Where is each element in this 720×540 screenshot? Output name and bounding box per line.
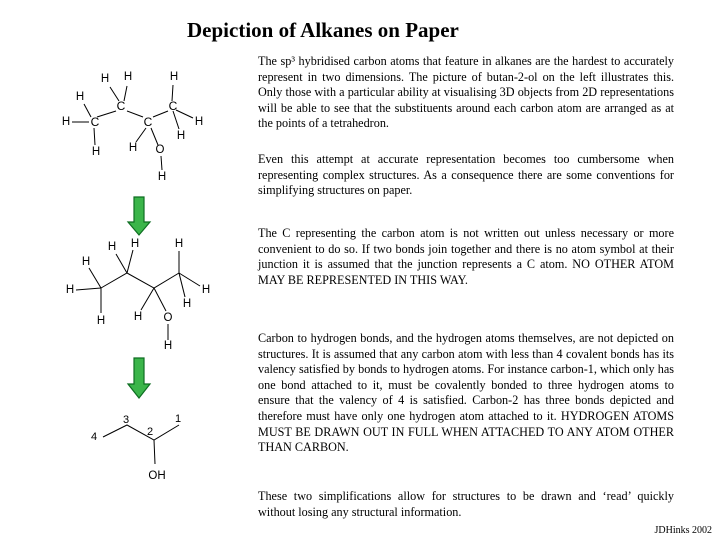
paragraph-sp3-intro: The sp³ hybridised carbon atoms that feature in alkanes are the hardest to accurately represent in two dimensions. The picture of butan-2-ol on the left illustrates this. Only those with a particular ability at visualising 3D objects from 2D representations will be able to see that the substituents around each carbon atom are arranged as at the points of a tetrahedron. <box>258 54 674 131</box>
hydrogen-atom: H <box>61 116 71 128</box>
hydrogen-atom: H <box>107 241 117 253</box>
butan-2-ol-full-structure <box>62 71 203 183</box>
hydrogen-atom: H <box>100 73 110 85</box>
hydrogen-atom: H <box>176 130 186 142</box>
paragraph-simplification: Even this attempt at accurate representation becomes too cumbersome when representing complex structures. As a consequence there are some conventions for simplifying structures on paper. <box>258 152 674 198</box>
hydrogen-atom: H <box>123 71 133 83</box>
hydrogen-atom: H <box>128 142 138 154</box>
hydrogen-atom: H <box>133 311 143 323</box>
oxygen-atom: O <box>155 144 165 156</box>
down-arrow-icon <box>128 197 150 235</box>
carbon-number-label: 3 <box>122 414 130 426</box>
carbon-4-atom: C <box>168 99 178 113</box>
hydroxyl-group: OH <box>148 470 166 482</box>
hydrogen-atom: H <box>65 284 75 296</box>
oxygen-atom: O <box>163 312 173 324</box>
carbon-number-label: 2 <box>146 426 154 438</box>
butan-2-ol-skeletal-with-hydrogens <box>66 238 210 352</box>
hydrogen-atom: H <box>163 340 173 352</box>
hydrogen-atom: H <box>194 116 204 128</box>
down-arrow-icon <box>128 358 150 398</box>
carbon-2-atom: C <box>116 99 126 113</box>
paragraph-hydrogen-convention: Carbon to hydrogen bonds, and the hydrogen atoms themselves, are not depicted on structures. It is assumed that any carbon atom with less than 4 covalent bonds has its valency satisfied by bonds to hydrogen atoms. For instance carbon-1, which only has one bond attached to it, must be covalently bonded to three hydrogen atoms to ensure that the valency of 4 is satisfied. Carbon-2 has three bonds depicted and therefore must have only one hydrogen atom attached to it. HYDROGEN ATOMS MUST BE DRAWN OUT IN FULL WHEN ATTACHED TO ANY ATOM OTHER THAN CARBON. <box>258 331 674 455</box>
carbon-1-atom: C <box>90 115 100 129</box>
paragraph-conclusion: These two simplifications allow for structures to be drawn and ‘read’ quickly without losing any structural information. <box>258 489 674 519</box>
hydrogen-atom: H <box>174 238 184 250</box>
hydrogen-atom: H <box>169 71 179 83</box>
hydrogen-atom: H <box>157 171 167 183</box>
page-title: Depiction of Alkanes on Paper <box>187 18 459 42</box>
carbon-number-label: 4 <box>90 431 98 443</box>
hydrogen-atom: H <box>81 256 91 268</box>
hydrogen-atom: H <box>130 238 140 250</box>
hydrogen-atom: H <box>75 91 85 103</box>
hydrogen-atom: H <box>182 298 192 310</box>
butan-2-ol-skeletal-formula <box>91 413 181 482</box>
hydrogen-atom: H <box>201 284 211 296</box>
carbon-number-label: 1 <box>174 413 182 425</box>
hydrogen-atom: H <box>96 315 106 327</box>
carbon-3-atom: C <box>143 115 153 129</box>
hydrogen-atom: H <box>91 146 101 158</box>
paragraph-carbon-convention: The C representing the carbon atom is not written out unless necessary or more convenient to do so. If two bonds join together and there is no atom symbol at their junction it is assumed that the junction represents a C atom. NO OTHER ATOM MAY BE REPRESENTED IN THIS WAY. <box>258 226 674 287</box>
author-credit: JDHinks 2002 <box>654 525 712 536</box>
